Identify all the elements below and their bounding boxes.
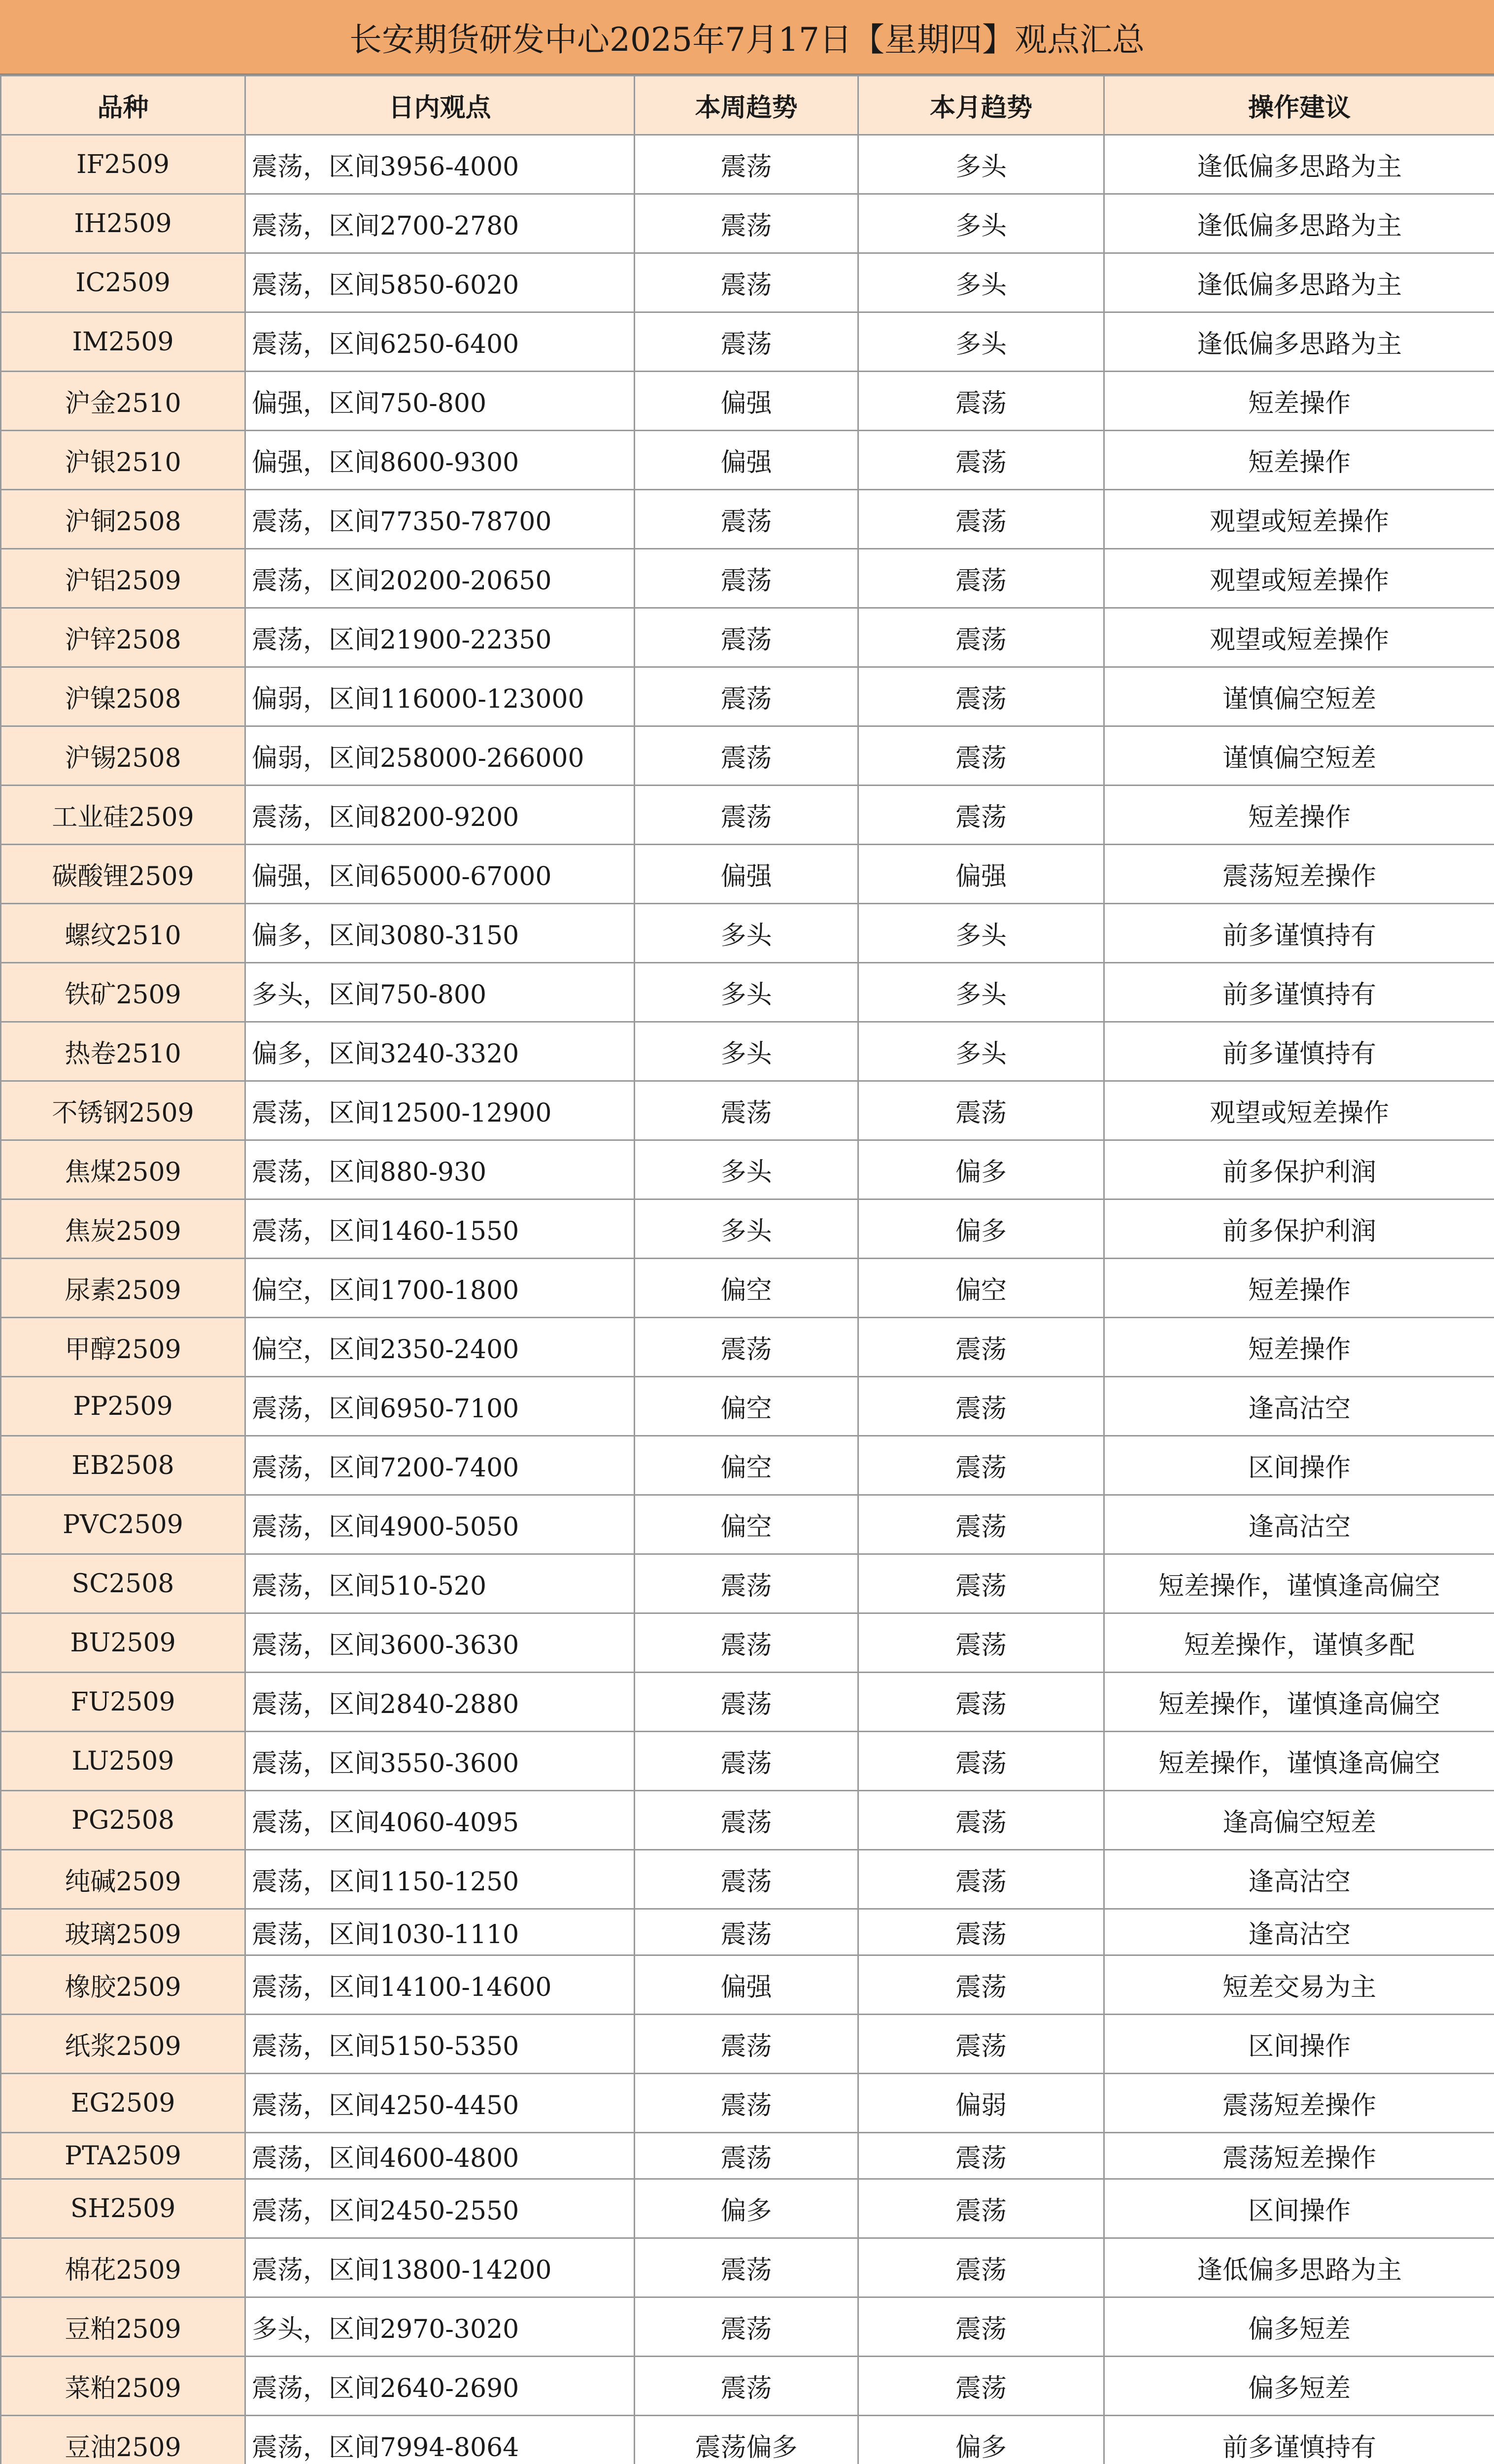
- weekly-trend-cell: 震荡: [635, 1673, 858, 1732]
- variety-cell: 纸浆2509: [1, 2015, 245, 2074]
- variety-cell: LU2509: [1, 1732, 245, 1791]
- table-row: [1, 1673, 1494, 1732]
- intraday-view-cell: 震荡，区间510-520: [245, 1554, 635, 1613]
- report-title: 长安期货研发中心2025年7月17日【星期四】观点汇总: [0, 0, 1494, 75]
- table-row: [1, 1554, 1494, 1613]
- variety-cell: 沪金2510: [1, 372, 245, 431]
- monthly-trend-cell: 震荡: [858, 1495, 1104, 1554]
- table-header: [1, 76, 1494, 135]
- intraday-view-cell: 震荡，区间3600-3630: [245, 1613, 635, 1673]
- table-row: [1, 2133, 1494, 2179]
- intraday-view-cell: 震荡，区间2840-2880: [245, 1673, 635, 1732]
- variety-cell: IH2509: [1, 194, 245, 253]
- variety-cell: IF2509: [1, 135, 245, 194]
- suggestion-cell: 区间操作: [1104, 1436, 1494, 1495]
- intraday-view-cell: 震荡，区间4900-5050: [245, 1495, 635, 1554]
- variety-cell: PVC2509: [1, 1495, 245, 1554]
- weekly-trend-cell: 震荡: [635, 1850, 858, 1909]
- intraday-view-cell: 震荡，区间5150-5350: [245, 2015, 635, 2074]
- intraday-view-cell: 偏空，区间1700-1800: [245, 1259, 635, 1318]
- intraday-view-cell: 震荡，区间13800-14200: [245, 2238, 635, 2297]
- table-row: [1, 1955, 1494, 2015]
- intraday-view-cell: 震荡，区间14100-14600: [245, 1955, 635, 2015]
- suggestion-cell: 前多谨慎持有: [1104, 1022, 1494, 1081]
- weekly-trend-cell: 偏强: [635, 431, 858, 490]
- weekly-trend-cell: 震荡: [635, 549, 858, 608]
- weekly-trend-cell: 震荡: [635, 1732, 858, 1791]
- weekly-trend-cell: 偏强: [635, 845, 858, 904]
- intraday-view-cell: 震荡，区间1460-1550: [245, 1199, 635, 1259]
- monthly-trend-cell: 震荡: [858, 1613, 1104, 1673]
- variety-cell: PG2508: [1, 1791, 245, 1850]
- variety-cell: 橡胶2509: [1, 1955, 245, 2015]
- weekly-trend-cell: 震荡偏多: [635, 2416, 858, 2464]
- intraday-view-cell: 偏强，区间750-800: [245, 372, 635, 431]
- suggestion-cell: 逢低偏多思路为主: [1104, 2238, 1494, 2297]
- weekly-trend-cell: 震荡: [635, 135, 858, 194]
- table-row: [1, 2015, 1494, 2074]
- monthly-trend-cell: 震荡: [858, 431, 1104, 490]
- intraday-view-cell: 多头，区间750-800: [245, 963, 635, 1022]
- monthly-trend-cell: 多头: [858, 135, 1104, 194]
- monthly-trend-cell: 震荡: [858, 1673, 1104, 1732]
- variety-cell: 玻璃2509: [1, 1909, 245, 1955]
- suggestion-cell: 前多谨慎持有: [1104, 2416, 1494, 2464]
- intraday-view-cell: 震荡，区间6250-6400: [245, 312, 635, 372]
- table-row: [1, 726, 1494, 786]
- monthly-trend-cell: 偏多: [858, 1140, 1104, 1199]
- weekly-trend-cell: 偏空: [635, 1259, 858, 1318]
- weekly-trend-cell: 偏强: [635, 372, 858, 431]
- weekly-trend-cell: 多头: [635, 1199, 858, 1259]
- variety-cell: 沪铝2509: [1, 549, 245, 608]
- weekly-trend-cell: 震荡: [635, 1909, 858, 1955]
- table-row: [1, 312, 1494, 372]
- intraday-view-cell: 震荡，区间7994-8064: [245, 2416, 635, 2464]
- suggestion-cell: 观望或短差操作: [1104, 608, 1494, 667]
- table-row: [1, 1259, 1494, 1318]
- suggestion-cell: 区间操作: [1104, 2015, 1494, 2074]
- intraday-view-cell: 偏强，区间8600-9300: [245, 431, 635, 490]
- variety-cell: SC2508: [1, 1554, 245, 1613]
- monthly-trend-cell: 震荡: [858, 2015, 1104, 2074]
- table-row: [1, 1732, 1494, 1791]
- intraday-view-cell: 偏多，区间3080-3150: [245, 904, 635, 963]
- suggestion-cell: 短差操作: [1104, 431, 1494, 490]
- suggestion-cell: 短差操作: [1104, 1259, 1494, 1318]
- monthly-trend-cell: 偏多: [858, 1199, 1104, 1259]
- weekly-trend-cell: 多头: [635, 1022, 858, 1081]
- table-row: [1, 2416, 1494, 2464]
- intraday-view-cell: 震荡，区间21900-22350: [245, 608, 635, 667]
- monthly-trend-cell: 偏弱: [858, 2074, 1104, 2133]
- intraday-view-cell: 震荡，区间2700-2780: [245, 194, 635, 253]
- variety-cell: EG2509: [1, 2074, 245, 2133]
- table-row: [1, 1199, 1494, 1259]
- weekly-trend-cell: 震荡: [635, 2074, 858, 2133]
- table-row: [1, 667, 1494, 726]
- monthly-trend-cell: 震荡: [858, 2133, 1104, 2179]
- monthly-trend-cell: 震荡: [858, 1554, 1104, 1613]
- suggestion-cell: 谨慎偏空短差: [1104, 667, 1494, 726]
- weekly-trend-cell: 震荡: [635, 253, 858, 312]
- header-variety: 品种: [1, 76, 245, 135]
- weekly-trend-cell: 震荡: [635, 2238, 858, 2297]
- suggestion-cell: 区间操作: [1104, 2179, 1494, 2238]
- suggestion-cell: 震荡短差操作: [1104, 845, 1494, 904]
- suggestion-cell: 逢高偏空短差: [1104, 1791, 1494, 1850]
- monthly-trend-cell: 多头: [858, 963, 1104, 1022]
- intraday-view-cell: 震荡，区间12500-12900: [245, 1081, 635, 1140]
- suggestion-cell: 短差操作，谨慎逢高偏空: [1104, 1673, 1494, 1732]
- weekly-trend-cell: 震荡: [635, 1081, 858, 1140]
- monthly-trend-cell: 偏多: [858, 2416, 1104, 2464]
- weekly-trend-cell: 震荡: [635, 667, 858, 726]
- monthly-trend-cell: 震荡: [858, 549, 1104, 608]
- weekly-trend-cell: 多头: [635, 904, 858, 963]
- suggestion-cell: 逢高沽空: [1104, 1495, 1494, 1554]
- suggestion-cell: 短差操作，谨慎逢高偏空: [1104, 1732, 1494, 1791]
- variety-cell: 铁矿2509: [1, 963, 245, 1022]
- table-row: [1, 1081, 1494, 1140]
- intraday-view-cell: 多头，区间2970-3020: [245, 2297, 635, 2357]
- intraday-view-cell: 偏强，区间65000-67000: [245, 845, 635, 904]
- weekly-trend-cell: 偏强: [635, 1955, 858, 2015]
- table-row: [1, 2357, 1494, 2416]
- suggestion-cell: 逢高沽空: [1104, 1850, 1494, 1909]
- variety-cell: 纯碱2509: [1, 1850, 245, 1909]
- suggestion-cell: 短差操作，谨慎多配: [1104, 1613, 1494, 1673]
- variety-cell: 沪锡2508: [1, 726, 245, 786]
- header-weekly-trend: 本周趋势: [635, 76, 858, 135]
- monthly-trend-cell: 震荡: [858, 2179, 1104, 2238]
- suggestion-cell: 逢低偏多思路为主: [1104, 194, 1494, 253]
- variety-cell: 沪铜2508: [1, 490, 245, 549]
- variety-cell: 沪锌2508: [1, 608, 245, 667]
- weekly-trend-cell: 震荡: [635, 312, 858, 372]
- variety-cell: 甲醇2509: [1, 1318, 245, 1377]
- table-row: [1, 2297, 1494, 2357]
- monthly-trend-cell: 震荡: [858, 1377, 1104, 1436]
- table-row: [1, 135, 1494, 194]
- table-row: [1, 786, 1494, 845]
- suggestion-cell: 震荡短差操作: [1104, 2133, 1494, 2179]
- table-row: [1, 608, 1494, 667]
- suggestion-cell: 前多谨慎持有: [1104, 963, 1494, 1022]
- header-monthly-trend: 本月趋势: [858, 76, 1104, 135]
- variety-cell: 不锈钢2509: [1, 1081, 245, 1140]
- weekly-trend-cell: 多头: [635, 963, 858, 1022]
- variety-cell: 碳酸锂2509: [1, 845, 245, 904]
- suggestion-cell: 观望或短差操作: [1104, 1081, 1494, 1140]
- variety-cell: 豆油2509: [1, 2416, 245, 2464]
- variety-cell: 焦炭2509: [1, 1199, 245, 1259]
- intraday-view-cell: 震荡，区间2450-2550: [245, 2179, 635, 2238]
- monthly-trend-cell: 震荡: [858, 1732, 1104, 1791]
- suggestion-cell: 谨慎偏空短差: [1104, 726, 1494, 786]
- intraday-view-cell: 偏多，区间3240-3320: [245, 1022, 635, 1081]
- suggestion-cell: 震荡短差操作: [1104, 2074, 1494, 2133]
- table-row: [1, 372, 1494, 431]
- table-body: [1, 135, 1494, 2464]
- variety-cell: 菜粕2509: [1, 2357, 245, 2416]
- weekly-trend-cell: 震荡: [635, 2297, 858, 2357]
- intraday-view-cell: 震荡，区间20200-20650: [245, 549, 635, 608]
- weekly-trend-cell: 震荡: [635, 2133, 858, 2179]
- variety-cell: 棉花2509: [1, 2238, 245, 2297]
- suggestion-cell: 逢低偏多思路为主: [1104, 135, 1494, 194]
- suggestion-cell: 观望或短差操作: [1104, 490, 1494, 549]
- suggestion-cell: 逢高沽空: [1104, 1377, 1494, 1436]
- variety-cell: SH2509: [1, 2179, 245, 2238]
- intraday-view-cell: 偏空，区间2350-2400: [245, 1318, 635, 1377]
- suggestion-cell: 短差操作: [1104, 786, 1494, 845]
- monthly-trend-cell: 震荡: [858, 1791, 1104, 1850]
- monthly-trend-cell: 震荡: [858, 2238, 1104, 2297]
- weekly-trend-cell: 震荡: [635, 1791, 858, 1850]
- intraday-view-cell: 震荡，区间880-930: [245, 1140, 635, 1199]
- variety-cell: PTA2509: [1, 2133, 245, 2179]
- monthly-trend-cell: 震荡: [858, 2357, 1104, 2416]
- monthly-trend-cell: 震荡: [858, 786, 1104, 845]
- suggestion-cell: 逢低偏多思路为主: [1104, 253, 1494, 312]
- weekly-trend-cell: 多头: [635, 1140, 858, 1199]
- variety-cell: IC2509: [1, 253, 245, 312]
- table-row: [1, 1909, 1494, 1955]
- monthly-trend-cell: 多头: [858, 904, 1104, 963]
- weekly-trend-cell: 震荡: [635, 726, 858, 786]
- weekly-trend-cell: 偏空: [635, 1436, 858, 1495]
- header-intraday-view: 日内观点: [245, 76, 635, 135]
- weekly-trend-cell: 震荡: [635, 1318, 858, 1377]
- table-row: [1, 1613, 1494, 1673]
- monthly-trend-cell: 震荡: [858, 667, 1104, 726]
- table-row: [1, 2074, 1494, 2133]
- table-row: [1, 1495, 1494, 1554]
- table-row: [1, 490, 1494, 549]
- intraday-view-cell: 震荡，区间4600-4800: [245, 2133, 635, 2179]
- weekly-trend-cell: 震荡: [635, 490, 858, 549]
- weekly-trend-cell: 偏空: [635, 1495, 858, 1554]
- suggestion-cell: 短差操作，谨慎逢高偏空: [1104, 1554, 1494, 1613]
- outlook-table: [0, 75, 1494, 2464]
- weekly-trend-cell: 震荡: [635, 1554, 858, 1613]
- intraday-view-cell: 震荡，区间1150-1250: [245, 1850, 635, 1909]
- monthly-trend-cell: 多头: [858, 1022, 1104, 1081]
- monthly-trend-cell: 震荡: [858, 608, 1104, 667]
- table-row: [1, 1791, 1494, 1850]
- weekly-trend-cell: 震荡: [635, 786, 858, 845]
- header-row: [1, 76, 1494, 135]
- weekly-trend-cell: 震荡: [635, 1613, 858, 1673]
- suggestion-cell: 前多保护利润: [1104, 1140, 1494, 1199]
- weekly-trend-cell: 偏多: [635, 2179, 858, 2238]
- suggestion-cell: 逢低偏多思路为主: [1104, 312, 1494, 372]
- variety-cell: 热卷2510: [1, 1022, 245, 1081]
- intraday-view-cell: 偏弱，区间116000-123000: [245, 667, 635, 726]
- table-row: [1, 1436, 1494, 1495]
- table-row: [1, 845, 1494, 904]
- variety-cell: 螺纹2510: [1, 904, 245, 963]
- monthly-trend-cell: 震荡: [858, 1955, 1104, 2015]
- table-row: [1, 1850, 1494, 1909]
- variety-cell: 豆粕2509: [1, 2297, 245, 2357]
- suggestion-cell: 观望或短差操作: [1104, 549, 1494, 608]
- table-row: [1, 1377, 1494, 1436]
- monthly-trend-cell: 偏空: [858, 1259, 1104, 1318]
- monthly-trend-cell: 震荡: [858, 1318, 1104, 1377]
- suggestion-cell: 偏多短差: [1104, 2297, 1494, 2357]
- table-row: [1, 549, 1494, 608]
- variety-cell: 沪镍2508: [1, 667, 245, 726]
- intraday-view-cell: 震荡，区间7200-7400: [245, 1436, 635, 1495]
- weekly-trend-cell: 震荡: [635, 194, 858, 253]
- variety-cell: PP2509: [1, 1377, 245, 1436]
- table-row: [1, 963, 1494, 1022]
- intraday-view-cell: 震荡，区间2640-2690: [245, 2357, 635, 2416]
- monthly-trend-cell: 多头: [858, 253, 1104, 312]
- suggestion-cell: 短差操作: [1104, 1318, 1494, 1377]
- table-row: [1, 904, 1494, 963]
- monthly-trend-cell: 震荡: [858, 1436, 1104, 1495]
- variety-cell: 沪银2510: [1, 431, 245, 490]
- table-row: [1, 1318, 1494, 1377]
- monthly-trend-cell: 震荡: [858, 726, 1104, 786]
- variety-cell: EB2508: [1, 1436, 245, 1495]
- intraday-view-cell: 震荡，区间3956-4000: [245, 135, 635, 194]
- weekly-trend-cell: 震荡: [635, 608, 858, 667]
- monthly-trend-cell: 多头: [858, 312, 1104, 372]
- intraday-view-cell: 震荡，区间4250-4450: [245, 2074, 635, 2133]
- table-row: [1, 1140, 1494, 1199]
- variety-cell: FU2509: [1, 1673, 245, 1732]
- intraday-view-cell: 震荡，区间1030-1110: [245, 1909, 635, 1955]
- variety-cell: 焦煤2509: [1, 1140, 245, 1199]
- suggestion-cell: 偏多短差: [1104, 2357, 1494, 2416]
- monthly-trend-cell: 偏强: [858, 845, 1104, 904]
- weekly-trend-cell: 震荡: [635, 2357, 858, 2416]
- table-row: [1, 253, 1494, 312]
- header-suggestion: 操作建议: [1104, 76, 1494, 135]
- suggestion-cell: 短差操作: [1104, 372, 1494, 431]
- intraday-view-cell: 震荡，区间77350-78700: [245, 490, 635, 549]
- monthly-trend-cell: 震荡: [858, 1909, 1104, 1955]
- variety-cell: BU2509: [1, 1613, 245, 1673]
- table-row: [1, 1022, 1494, 1081]
- monthly-trend-cell: 震荡: [858, 372, 1104, 431]
- monthly-trend-cell: 多头: [858, 194, 1104, 253]
- table-row: [1, 194, 1494, 253]
- monthly-trend-cell: 震荡: [858, 1081, 1104, 1140]
- table-row: [1, 431, 1494, 490]
- intraday-view-cell: 震荡，区间4060-4095: [245, 1791, 635, 1850]
- intraday-view-cell: 偏弱，区间258000-266000: [245, 726, 635, 786]
- monthly-trend-cell: 震荡: [858, 2297, 1104, 2357]
- suggestion-cell: 逢高沽空: [1104, 1909, 1494, 1955]
- intraday-view-cell: 震荡，区间3550-3600: [245, 1732, 635, 1791]
- intraday-view-cell: 震荡，区间6950-7100: [245, 1377, 635, 1436]
- intraday-view-cell: 震荡，区间5850-6020: [245, 253, 635, 312]
- intraday-view-cell: 震荡，区间8200-9200: [245, 786, 635, 845]
- variety-cell: 尿素2509: [1, 1259, 245, 1318]
- monthly-trend-cell: 震荡: [858, 1850, 1104, 1909]
- table-row: [1, 2238, 1494, 2297]
- table-row: [1, 2179, 1494, 2238]
- monthly-trend-cell: 震荡: [858, 490, 1104, 549]
- variety-cell: 工业硅2509: [1, 786, 245, 845]
- suggestion-cell: 前多谨慎持有: [1104, 904, 1494, 963]
- variety-cell: IM2509: [1, 312, 245, 372]
- suggestion-cell: 短差交易为主: [1104, 1955, 1494, 2015]
- weekly-trend-cell: 震荡: [635, 2015, 858, 2074]
- suggestion-cell: 前多保护利润: [1104, 1199, 1494, 1259]
- weekly-trend-cell: 偏空: [635, 1377, 858, 1436]
